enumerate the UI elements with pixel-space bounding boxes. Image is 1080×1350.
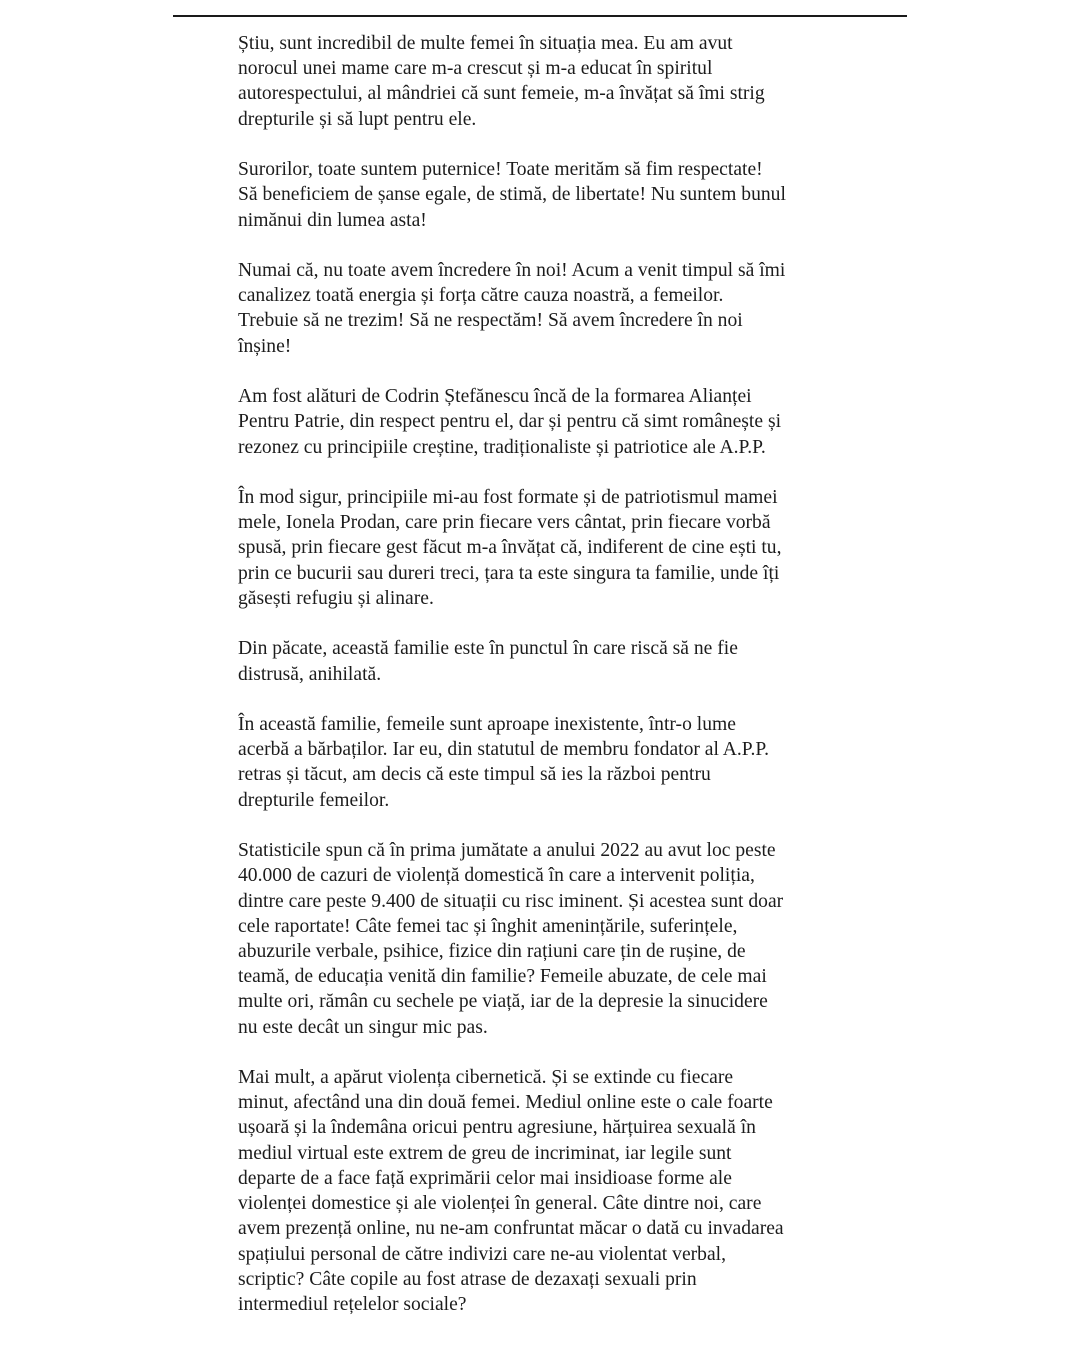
paragraph-4: Am fost alături de Codrin Ștefănescu încă de la formarea Alianței Pentru Patrie, din respect pentru el, dar și pentru că simt românește și rezonez cu principiile creștine, tradiționaliste și patriotice ale A.P.P. xyxy=(238,386,782,458)
top-divider xyxy=(173,15,907,17)
paragraph-7: În această familie, femeile sunt aproape inexistente, într-o lume acerbă a bărbaților. Iar eu, din statutul de membru fondator al A.P.P. retras și tăcut, am decis că este timpul să ies la război pentru drepturile femeilor. xyxy=(238,714,770,811)
paragraph-9: Mai mult, a apărut violența cibernetică. Și se extinde cu fiecare minut, afectând una din două femei. Mediul online este o cale foarte ușoară și la îndemâna oricui pentru agresiune, hărțuirea sexuală în mediul virtual este extrem de greu de incriminat, iar legile sunt departe de a face față exprimării celor mai insidioase forme ale violenței domestice și ale violenței în general. Câte dintre noi, care avem prezență online, nu ne-am confruntat măcar o dată cu invadarea spațiului personal de către indivizi care ne-au violentat verbal, scriptic? Câte copile au fost atrase de dezaxați sexuali prin intermediul rețelelor sociale? xyxy=(238,1067,784,1315)
paragraph-3: Numai că, nu toate avem încredere în noi! Acum a venit timpul să îmi canalizez toată energia și forța către cauza noastră, a femeilor. Trebuie să ne trezim! Să ne respectăm! Să avem încredere în noi înșine! xyxy=(238,260,786,357)
paragraph-2: Surorilor, toate suntem puternice! Toate merităm să fim respectate! Să beneficiem de șanse egale, de stimă, de libertate! Nu suntem bunul nimănui din lumea asta! xyxy=(238,159,786,231)
paragraph-5: În mod sigur, principiile mi-au fost formate și de patriotismul mamei mele, Ionela Prodan, care prin fiecare vers cântat, prin fiecare vorbă spusă, prin fiecare gest făcut m-a învățat că, indiferent de cine ești tu, prin ce bucurii sau dureri treci, țara ta este singura ta familie, unde îți găsești refugiu și alinare. xyxy=(238,487,782,609)
paragraph-1: Știu, sunt incredibil de multe femei în situația mea. Eu am avut norocul unei mame care m-a crescut și m-a educat în spiritul autorespectului, al mândriei că sunt femeie, m-a învățat să îmi strig drepturile și să lupt pentru ele. xyxy=(238,33,765,130)
article-body xyxy=(238,31,858,1317)
paragraph-8: Statisticile spun că în prima jumătate a anului 2022 au avut loc peste 40.000 de cazuri de violență domestică în care a intervenit poliția, dintre care peste 9.400 de situații cu risc iminent. Și acestea sunt doar cele raportate! Câte femei tac și înghit amenințările, suferințele, abuzurile verbale, psihice, fizice din rațiuni care țin de rușine, de teamă, de educația venită din familie? Femeile abuzate, de cele mai multe ori, rămân cu sechele pe viață, iar de la depresie la sinucidere nu este decât un singur mic pas. xyxy=(238,840,784,1038)
paragraph-6: Din păcate, această familie este în punctul în care riscă să ne fie distrusă, anihilată. xyxy=(238,638,738,685)
